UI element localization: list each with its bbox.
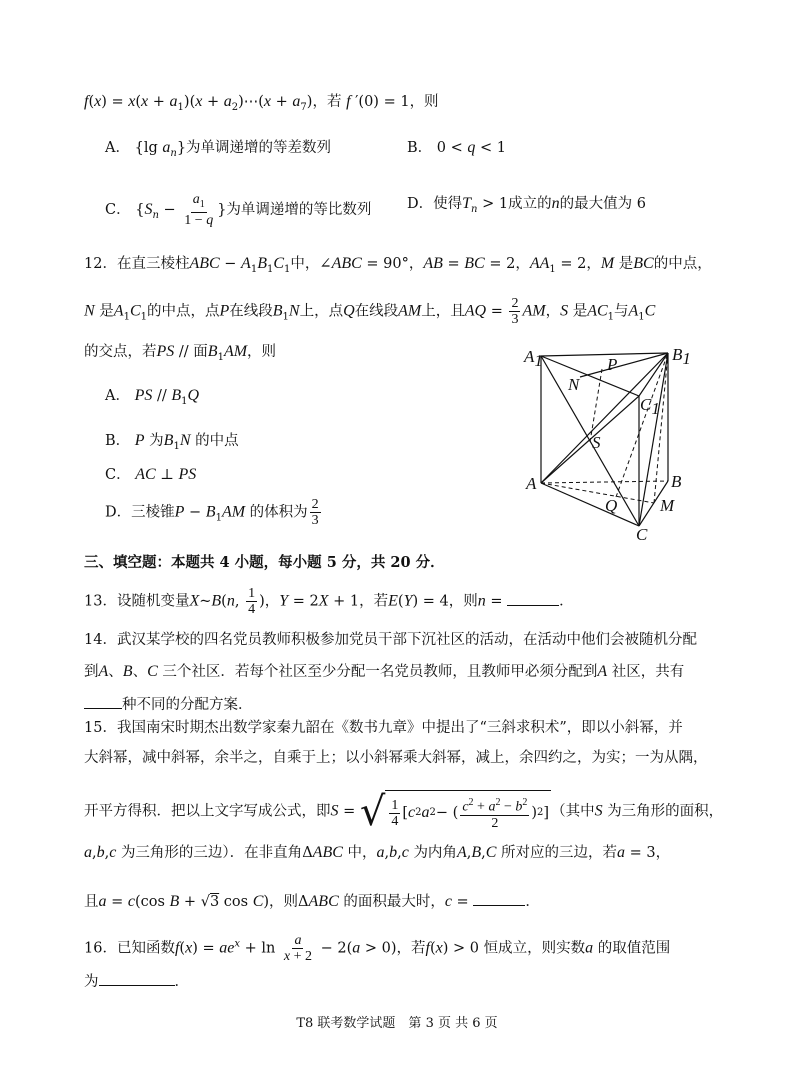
sqrt-formula: √ $\frac{1}{4}$ [ c 2 a 2 − ( $\frac{c^2 + a^2 - b^2}{2}$ ) 2 ] (359, 788, 550, 835)
q12-option-a: A． PS // $B_1Q$ (105, 387, 200, 407)
q12-line3: 的交点，若PS // 面$B_1AM$，则 (84, 343, 277, 363)
q16-answer-blank[interactable] (99, 971, 175, 986)
q15-line4: a,b,c 为三角形的三边）．在非直角ΔABC 中，a,b,c 为内角A,B,C 所对应的三边，若a = 3， (84, 844, 671, 861)
label-p: P (607, 355, 618, 374)
edge-a1b1 (541, 353, 668, 356)
q12-option-c: C． AC ⊥ PS (105, 466, 197, 483)
q12-line2: N 是$A_1C_1$的中点，点P在线段$B_1N$上，点Q在线段AM上，且AQ = $\frac{2}{3}$ AM，S 是$AC_1$与$A_1C$ (84, 296, 656, 327)
label-a: A (526, 474, 537, 493)
q11-option-c: C． {$S_n$ − $\frac{a_1}{1 - q}$ }为单调递增的等比数列 (105, 192, 372, 228)
q15-line1: 15．我国南宋时期杰出数学家秦九韶在《数书九章》中提出了“三斜求积术”，即以小斜幂，并 (84, 720, 683, 736)
label-c: C (636, 525, 648, 544)
q15-line5: 且a = c(cos B + √3 cos C)，则ΔABC 的面积最大时，c = ． (84, 893, 540, 910)
q12-option-b: B． P 为$B_1N$ 的中点 (105, 432, 239, 452)
q14-line1: 14．武汉某学校的四名党员教师积极参加党员干部下沉社区的活动，在活动中他们会被随机分配 (84, 632, 697, 648)
label-s: S (592, 433, 601, 452)
q16-line2: 为 ． (84, 971, 189, 992)
label-b: B (671, 472, 682, 491)
edge-ac (541, 483, 639, 526)
label-q: Q (605, 496, 618, 515)
q16-line1: 16．已知函数$f(x) = ae^x + \ln$ $\frac{a}{x + 2}$ − 2(a > 0)，若f(x) > 0 恒成立，则实数a 的取值范围 (84, 933, 671, 964)
prism-figure (520, 340, 720, 545)
line-qb1-hidden (616, 353, 668, 497)
q11-option-a: A． {lg $a_n$}为单调递增的等差数列 (105, 139, 332, 159)
line-am-hidden (541, 483, 654, 503)
q12-line1: 12．在直三棱柱ABC − $A_1B_1C_1$中，∠ABC = 90°，AB = BC = 2，$AA_1 = 2$，M 是BC的中点， (84, 255, 712, 275)
edge-ab-hidden (541, 481, 668, 483)
q11-option-d: D．使得$T_n > 1$成立的n的最大值为 6 (407, 195, 646, 215)
q15-answer-blank[interactable] (473, 891, 525, 906)
q12-option-d: D．三棱锥$P - B_1AM$ 的体积为 $\frac{2}{3}$ (105, 497, 319, 528)
label-m: M (660, 496, 675, 515)
label-n: N (568, 375, 580, 394)
q14-answer-blank[interactable] (84, 694, 122, 709)
page-footer: T8 联考数学试题 第 3 页 共 6 页 (296, 1016, 498, 1031)
q11-stem: $f(x) = x(x + a_1)(x$ + $a_2)\cdots(x + a_7)$，若 f ′(0) = 1，则 (84, 93, 439, 113)
line-mb1-hidden (654, 353, 668, 503)
q11-option-b: B． 0 < q < 1 (407, 139, 506, 156)
q14-line3: 种不同的分配方案． (84, 694, 253, 715)
q13-answer-blank[interactable] (507, 591, 559, 606)
label-c1: C1 (640, 395, 660, 418)
label-b1: B1 (672, 345, 691, 368)
q15-line2: 大斜幂，减中斜幂，余半之，自乘于上；以小斜幂乘大斜幂，减上，余四约之，为实；一为从隅， (84, 750, 708, 766)
q13: 13．设随机变量X~B(n, $\frac{1}{4}$ )，Y = 2X + 1，若E(Y) = 4，则n = ． (84, 586, 574, 617)
section-heading: 三、填空题：本题共 4 小题，每小题 5 分，共 20 分． (84, 554, 445, 571)
q14-line2: 到A、B、C 三个社区．若每个社区至少分配一名党员教师，且教师甲必须分配到A 社区，共有 (84, 663, 685, 680)
edge-a1c1 (541, 356, 639, 396)
label-a1: A1 (524, 347, 543, 370)
q15-line3: 开平方得积．把以上文字写成公式，即S = √ $\frac{1}{4}$ [ c 2 a 2 − ( $\frac{c^2 + a^2 - b^2}{2}$ ) 2 ] （其中S 为三角形的面积， (84, 788, 724, 835)
